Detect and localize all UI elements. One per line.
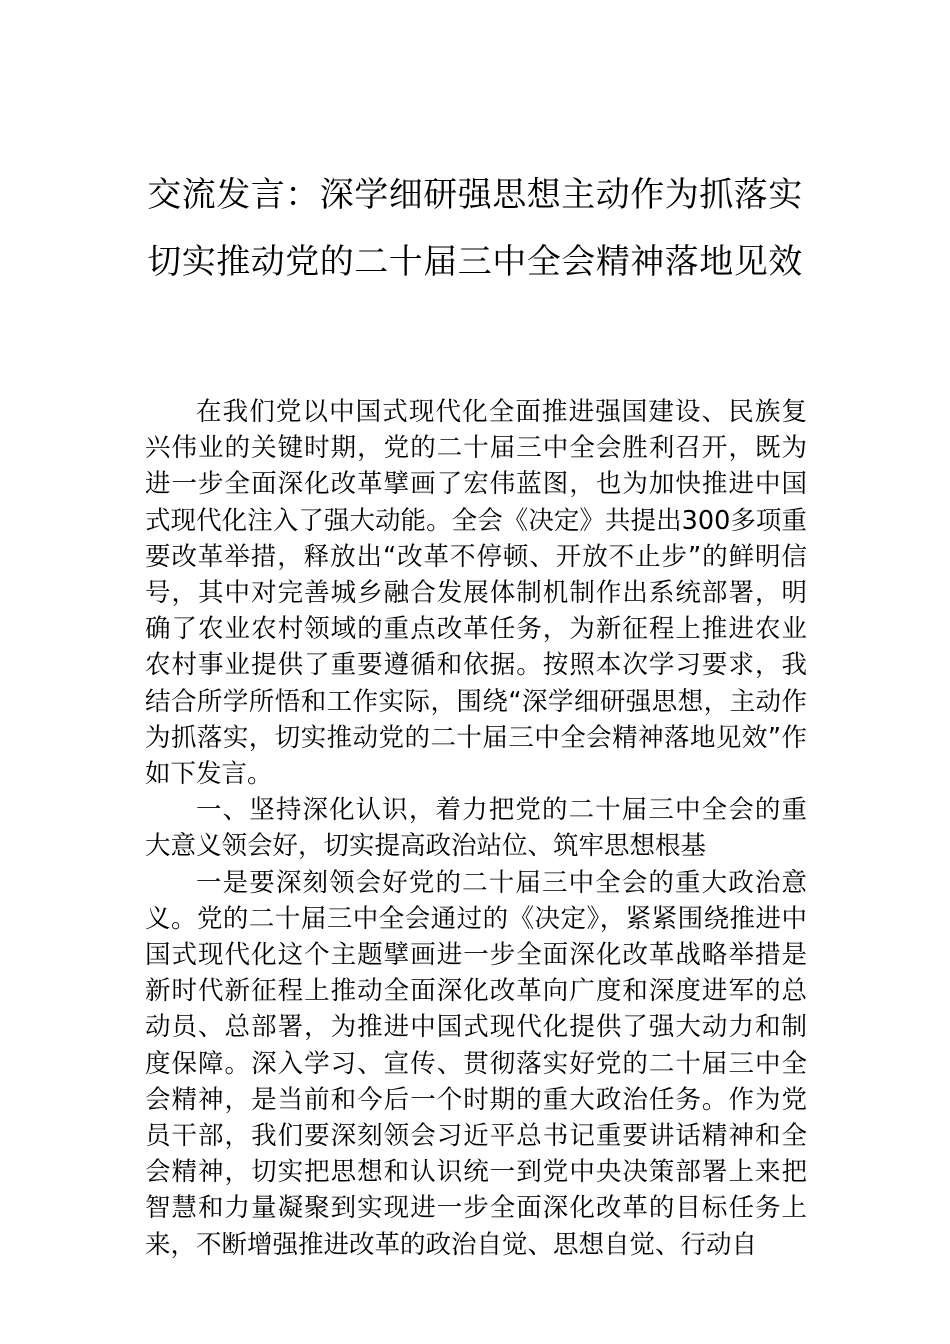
document-title: 交流发言：深学细研强思想主动作为抓落实切实推动党的二十届三中全会精神落地见效 (147, 175, 803, 282)
intro-paragraph: 在我们党以中国式现代化全面推进强国建设、民族复兴伟业的关键时期，党的二十届三中全会胜利召开，既为进一步全面深化改革擘画了宏伟蓝图，也为加快推进中国式现代化注入了强大动能。全会《决定》共提出300多项重要改革举措，释放出“改革不停顿、开放不止步”的鲜明信号，其中对完善城乡融合发展体制机制作出系统部署，明确了农业农村领域的重点改革任务，为新征程上推进农业农村事业提供了重要遵循和依据。按照本次学习要求，我结合所学所悟和工作实际，围绕“深学细研强思想，主动作为抓落实，切实推动党的二十届三中全会精神落地见效”作如下发言。 (145, 397, 807, 790)
body-paragraph: 一是要深刻领会好党的二十届三中全会的重大政治意义。党的二十届三中全会通过的《决定》，紧紧围绕推进中国式现代化这个主题擘画进一步全面深化改革战略举措是新时代新征程上推动全面深化改革向广度和深度进军的总动员、总部署，为推进中国式现代化提供了强大动力和制度保障。深入学习、宣传、贯彻落实好党的二十届三中全会精神，是当前和今后一个时期的重大政治任务。作为党员干部，我们要深刻领会习近平总书记重要讲话精神和全会精神，切实把思想和认识统一到党中央决策部署上来把智慧和力量凝聚到实现进一步全面深化改革的目标任务上来，不断增强推进改革的政治自觉、思想自觉、行动自 (145, 867, 807, 1260)
section-heading: 一、坚持深化认识，着力把党的二十届三中全会的重大意义领会好，切实提高政治站位、筑牢思想根基 (145, 795, 807, 862)
document-body (145, 394, 807, 1263)
